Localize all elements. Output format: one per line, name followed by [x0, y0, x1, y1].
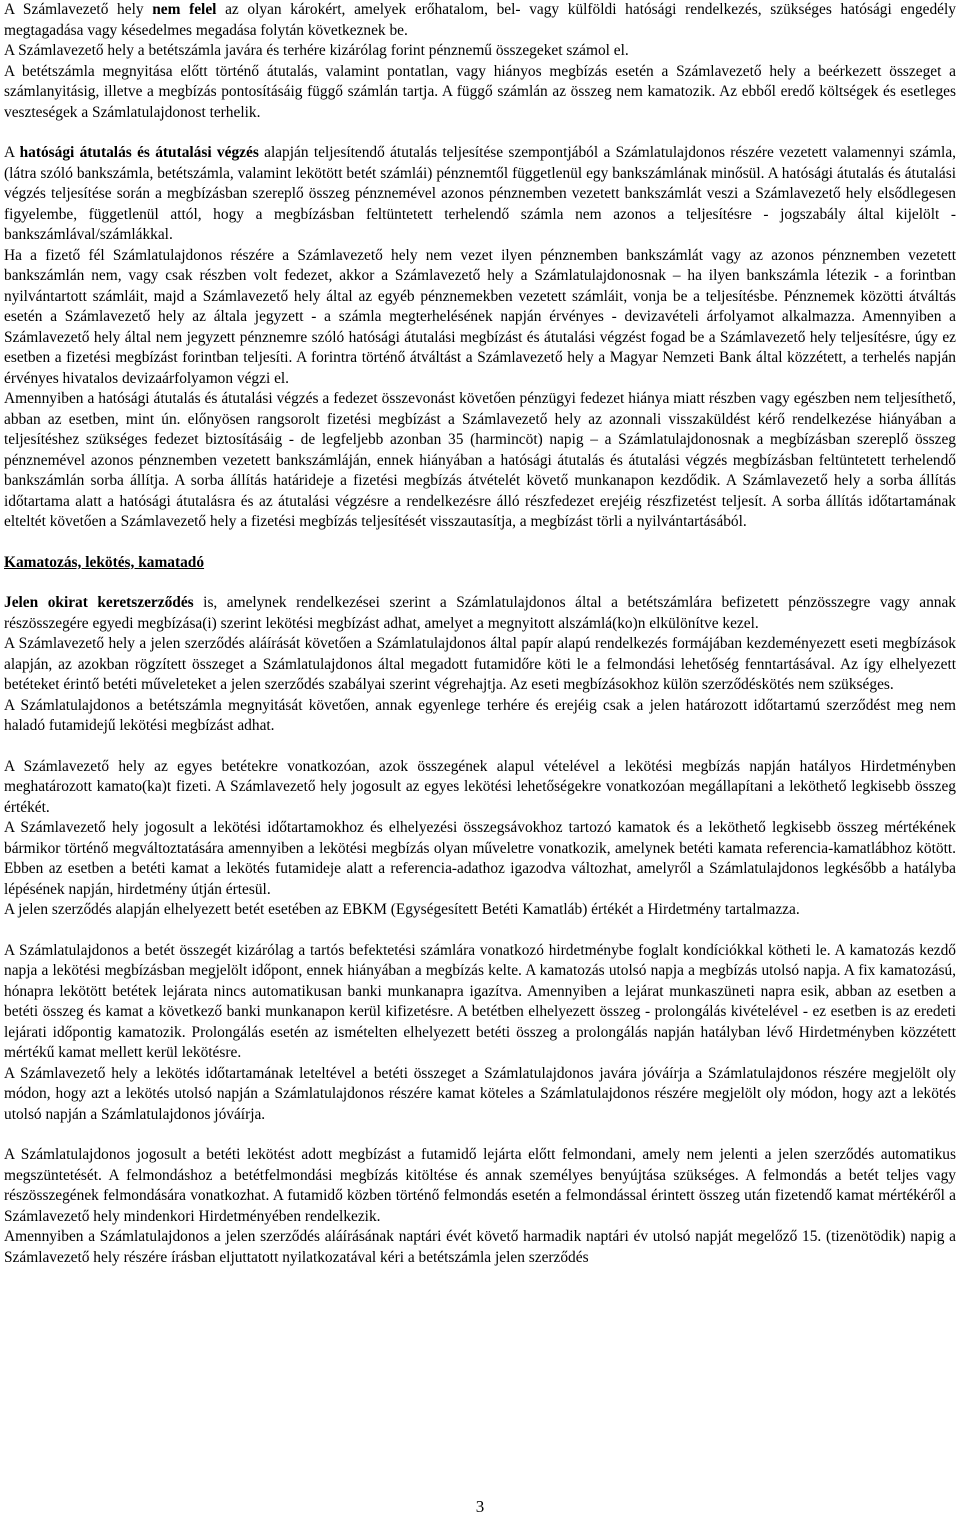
text-run: A betétszámla megnyitása előtt történő átutalás, valamint pontatlan, vagy hiányos megbízás esetén a Számlavezető hely a beérkezett összeget a számlanyitásig, illetve a megbízás pontosításáig függő számlán tartja. A függő számlán az összeg nem kamatozik. Az ebből eredő költségek és esetleges veszteségek a Számlatulajdonost terhelik.: [4, 62, 956, 121]
paragraph: [4, 757, 956, 819]
text-run: A Számlatulajdonos a betétszámla megnyitását követően, annak egyenlege terhére és erejéig csak a jelen határozott időtartamú szerződést meg nem haladó futamidejű lekötési megbízást adhat.: [4, 696, 956, 734]
paragraph: [4, 941, 956, 1064]
paragraph: [4, 900, 956, 921]
paragraph: [4, 818, 956, 900]
section-heading: Kamatozás, lekötés, kamatadó: [4, 553, 205, 571]
text-run: A Számlavezető hely a lekötés időtartamának leteltével a betéti összeget a Számlatulajdonos javára jóváírja a Számlatulajdonos részére megjelölt oly módon, hogy azt a lekötés utolsó napján a Számlatulajdonos részére kamat köteles a Számlatulajdonos részére megjelölt oly módon, hogy azt a lekötés utolsó napján a Számlatulajdonos jóváírja.: [4, 1064, 956, 1123]
text-run: Ha a fizető fél Számlatulajdonos részére a Számlavezető hely nem vezet ilyen pénznemben bankszámlát vagy az azonos pénznemben vezetett bankszámlán nem, vagy csak részben volt fedezet, akkor a Számlavezető hely a Számlatulajdonosnak – ha ilyen bankszámla létezik - a forintban nyilvántartott számláit, majd a Számlavezető hely által az egyéb pénznemekben vezetett számláit, vonja be a teljesítésbe. Pénznemek közötti átváltás esetén a Számlavezető hely az általa jegyzett - a számla megterhelésének napján érvényes - devizavételi árfolyamot alkalmazza. Amennyiben a Számlavezető hely által nem jegyzett pénznemre szóló hatósági átutalási megbízást és átutalási végzést fogad be a Számlavezető hely teljesítésre, úgy ez esetben a fizetési megbízást forintban teljesíti. A forintra történő átváltást a Számlavezető hely a Magyar Nemzeti Bank által közzétett, a terhelés napján érvényes hivatalos devizaárfolyamon végzi el.: [4, 246, 956, 387]
paragraph-gap: [4, 737, 956, 757]
paragraph: [4, 696, 956, 737]
paragraph: [4, 41, 956, 62]
paragraph: [4, 1227, 956, 1268]
text-run: az olyan károkért, amelyek erőhatalom, bel- vagy külföldi hatósági rendelkezés, szükséges hatósági engedély megtagadása vagy késedelmes megadása folytán következnek be.: [4, 1, 956, 39]
text-run: A Számlavezető hely: [4, 1, 153, 18]
bold-text-run: hatósági átutalás és átutalási végzés: [19, 144, 259, 161]
text-run: A Számlavezető hely a jelen szerződés aláírását követően a Számlatulajdonos által papír alapú rendelkezés formájában kezdeményezett eseti megbízások alapján, az azokban rögzített összeget a Számlatulajdonos által megadott futamidőre köti le a felmondási lehetőség fenntartásával. Az így elhelyezett betéteket érintő betéti műveleteket a jelen szerződés szabályai szerint végrehajtja. Az eseti megbízásokhoz külön szerződéskötés nem szükséges.: [4, 635, 956, 693]
text-run: A Számlatulajdonos a betét összegét kizárólag a tartós befektetési számlára vonatkozó hirdetménybe foglalt kondíciókkal kötheti le. A kamatozás kezdő napja a lekötési megbízásban megjelölt időpont, ennek hiányában a megbízás kelte. A kamatozás utolsó napja a megbízás utolsó napja. A fix kamatozású, hónapra lekötött betétek lejárata nincs automatikusan banki munkanapra igazítva. Amennyiben a lejárat munkaszüneti napra esik, abban az esetben a betéti összeg és kamat a következő banki munkanapon kerül kifizetésre. A betétben elhelyezett összeg - prolongálás kivételével - ez esetben is az eredeti lejárati időpontig kamatozik. Prolongálás esetén az ismételten elhelyezett betéti összeg a prolongálás napján hatályban lévő Hirdetményben közzétett mértékű kamat mellett kerül lekötésre.: [4, 941, 956, 1061]
paragraph-gap: [4, 921, 956, 941]
page-number: 3: [475, 1497, 485, 1516]
text-run: A Számlavezető hely a betétszámla javára és terhére kizárólag forint pénznemű összegeket számol el.: [4, 42, 629, 59]
paragraph: [4, 143, 956, 246]
paragraph: [4, 246, 956, 390]
text-run: A Számlavezető hely az egyes betétekre vonatkozóan, azok összegének alapul vételével a lekötési megbízás napján hatályos Hirdetményben meghatározott kamato(ka)t fizeti. A Számlavezető hely jogosult az egyes lekötési lehetőségekre vonatkozóan megállapítani a leköthető legkisebb összeg értékét.: [4, 757, 956, 816]
text-run: Amennyiben a hatósági átutalás és átutalási végzés a fedezet összevonást követően pénzügyi fedezet hiánya miatt részben vagy egészben nem teljesíthető, abban az esetben, mint ún. előnyösen rangsorolt fizetési megbízást a Számlavezető hely az azonnali visszaküldést kérő rendelkezése hiányában a teljesítéshez szükséges fedezet biztosításáig - de legfeljebb azonban 35 (harmincöt) napig – a Számlatulajdonosnak a megbízásban szereplő összeg pénznemével azonos pénznemben vezetett bankszámláján, ennek hiányában a hatósági átutalás és átutalási végzés megbízásban feltüntetett terhelendő bankszámlán sorba állítja. A sorba állítás határideje a fizetési megbízás átvételét követő munkanapon kezdődik. A Számlavezető hely a sorba állítás időtartama alatt a hatósági átutalásra és az átutalási végzésre a rendelkezésre álló részfedezet erejéig részfizetést teljesít. A sorba állítás időtartamának elteltét követően a Számlavezető hely a fizetési megbízás teljesítését visszautasítja, a megbízást törli a nyilvántartásából.: [4, 390, 956, 530]
paragraph: [4, 389, 956, 533]
text-run: Amennyiben a Számlatulajdonos a jelen szerződés aláírásának naptári évét követő harmadik naptári év utolsó napját megelőző 15. (tizenötödik) napig a Számlavezető hely részére írásban eljuttatott nyilatkozatával kéri a betétszámla jelen szerződés: [4, 1228, 956, 1266]
paragraph: [4, 593, 956, 634]
paragraph: [4, 0, 956, 41]
document-body: [4, 0, 956, 1268]
paragraph: [4, 1145, 956, 1227]
text-run: A Számlatulajdonos jogosult a betéti lekötést adott megbízást a futamidő lejárta előtt felmondani, amely nem jelenti a jelen szerződés automatikus megszüntetését. A felmondáshoz a betétfelmondási megbízás kitöltése és annak személyes benyújtása szükséges. A felmondás a betét teljes vagy részösszegének felmondására vonatkozhat. A futamidő közben történő felmondás esetén a felmondással érintett összeg után fizetendő kamat mértékéről a Számlavezető hely mindenkori Hirdetményében rendelkezik.: [4, 1146, 956, 1225]
paragraph: [4, 634, 956, 696]
paragraph-gap: [4, 123, 956, 143]
paragraph: [4, 1064, 956, 1126]
paragraph: [4, 62, 956, 124]
paragraph-gap: [4, 1125, 956, 1145]
text-run: A jelen szerződés alapján elhelyezett betét esetében az EBKM (Egységesített Betéti Kamatláb) értékét a Hirdetmény tartalmazza.: [4, 901, 800, 918]
text-run: A: [4, 144, 20, 161]
paragraph-gap: [4, 573, 956, 593]
text-run: alapján teljesítendő átutalás teljesítése szempontjából a Számlatulajdonos részére vezetett valamennyi számla, (látra szóló bankszámla, betétszámla, valamint lekötött betét számlái) pénznemtől függetlenül egy bankszámlának minősül. A hatósági átutalás és átutalási végzés teljesítése során a megbízásban szereplő összeg pénznemével azonos pénznemben vezetett bankszámlát veszi a Számlavezető hely elsődlegesen figyelembe, függetlenül attól, hogy a megbízásban feltüntetett terhelendő számla nem azonos a teljesítésre - jogszabály által kijelölt - bankszámlával/számlákkal.: [4, 144, 956, 243]
bold-text-run: Jelen okirat keretszerződés: [4, 594, 194, 611]
bold-text-run: nem felel: [152, 1, 217, 18]
text-run: A Számlavezető hely jogosult a lekötési időtartamokhoz és elhelyezési összegsávokhoz tartozó kamatok és a leköthető legkisebb összeg mértékének bármikor történő megváltoztatására amennyiben a lekötési megbízás olyan műveletre vonatkozik, amelynek betéti kamata referencia-kamatlábhoz kötött. Ebben az esetben a betéti kamat a lekötés futamideje alatt a referencia-adathoz igazodva változhat, amelyről a Számlatulajdonos legkésőbb a hatályba lépésének napján, hirdetmény útján értesül.: [4, 819, 956, 898]
text-run: is, amelynek rendelkezései szerint a Számlatulajdonos által a betétszámlára befizetett pénzösszegre vagy annak részösszegére egyedi megbízása(i) szerint lekötési megbízást adhat, amelyet a megnyitott alszámlá(ko)n elkülönítve kezel.: [4, 594, 956, 632]
paragraph-gap: [4, 533, 956, 553]
